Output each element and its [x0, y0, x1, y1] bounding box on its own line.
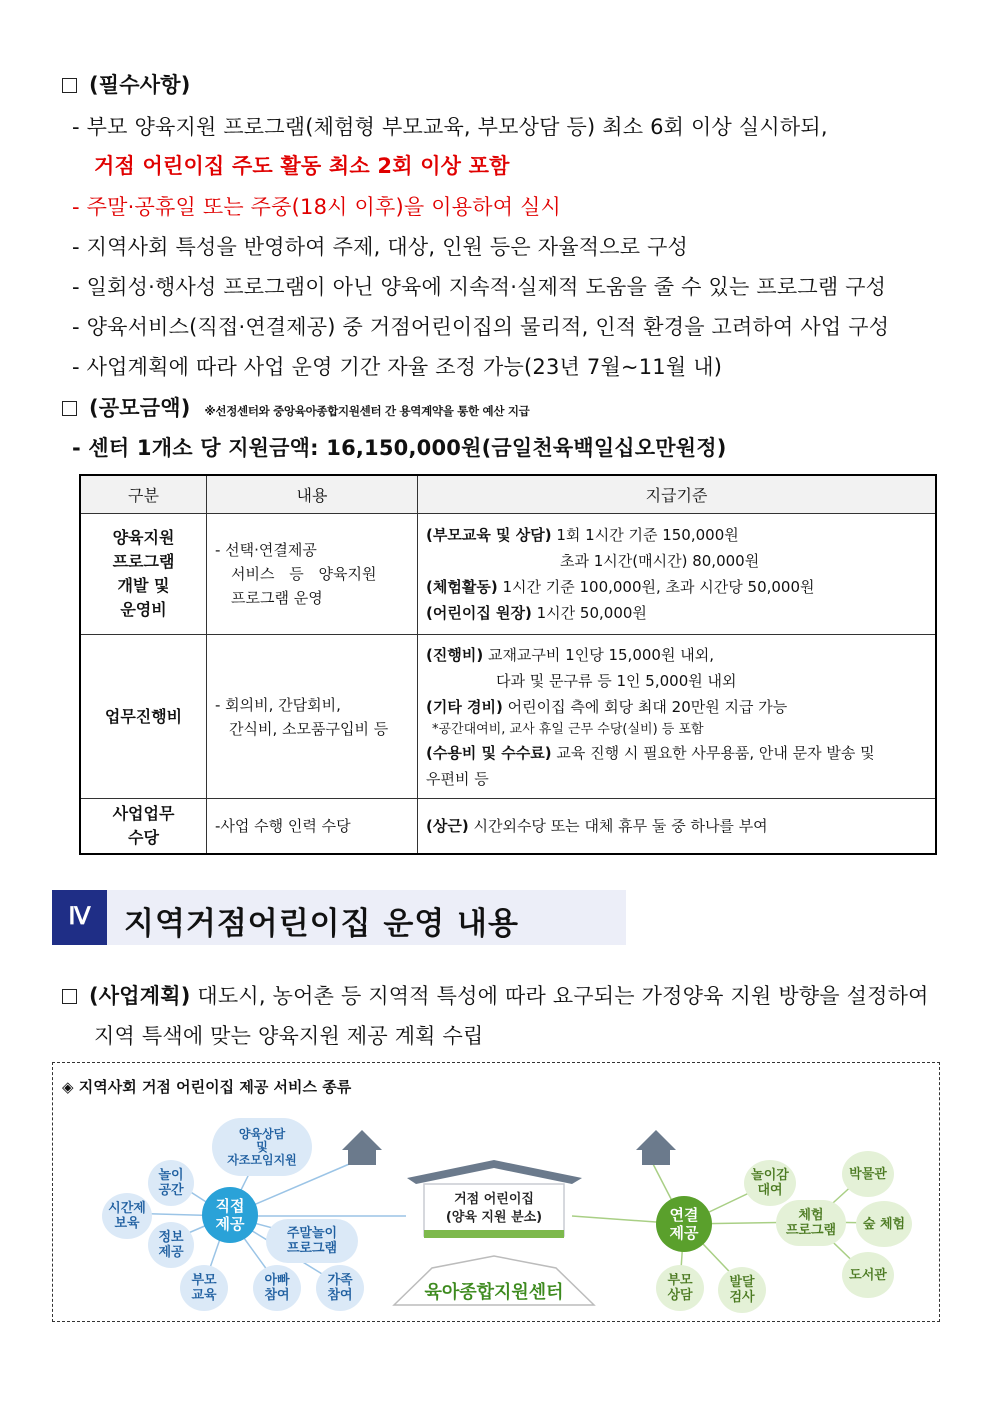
checkbox-square-icon — [62, 78, 77, 93]
linked-item: 도서관 — [842, 1252, 894, 1298]
table-header: 구분 — [80, 475, 207, 514]
linked-item: 놀이감 대여 — [744, 1160, 796, 1206]
funding-amount: - 센터 1개소 당 지원금액: 16,150,000원(금일천육백일십오만원정) — [72, 436, 727, 460]
required-item-2: - 주말·공휴일 또는 주중(18시 이후)을 이용하여 실시 — [72, 195, 562, 219]
required-item-3: - 지역사회 특성을 반영하여 주제, 대상, 인원 등은 자율적으로 구성 — [72, 235, 689, 259]
row-content: - 선택·연결제공 서비스 등 양육지원 프로그램 운영 — [207, 514, 418, 635]
required-item-6: - 사업계획에 따라 사업 운영 기간 자율 조정 가능(23년 7월~11월 내) — [72, 355, 723, 379]
direct-item: 아빠 참여 — [253, 1265, 301, 1311]
required-item-highlight: 거점 어린이집 주도 활동 최소 2회 이상 포함 — [94, 154, 510, 178]
direct-item: 가족 참여 — [316, 1265, 364, 1311]
direct-hub: 직접 제공 — [202, 1187, 258, 1243]
plan-line-2: 지역 특색에 맞는 양육지원 제공 계획 수립 — [94, 1024, 484, 1048]
table-row — [80, 635, 936, 799]
section-title: 지역거점어린이집 운영 내용 — [124, 906, 519, 942]
house-icon — [636, 1130, 676, 1165]
row-criteria: (상근) 시간외수당 또는 대체 휴무 둘 중 하나를 부여 — [418, 799, 937, 855]
checkbox-square-icon — [62, 989, 77, 1004]
direct-item: 양육상담 및 자조모임지원 — [212, 1118, 312, 1176]
linked-hub: 연결 제공 — [656, 1196, 712, 1252]
required-item-1: - 부모 양육지원 프로그램(체험형 부모교육, 부모상담 등) 최소 6회 이상 실시하되, — [72, 115, 828, 139]
linked-item: 숲 체험 — [856, 1201, 912, 1247]
row-category: 양육지원 프로그램 개발 및 운영비 — [80, 514, 207, 635]
row-category: 사업업무 수당 — [80, 799, 207, 855]
direct-item: 부모 교육 — [180, 1265, 228, 1311]
direct-item: 주말놀이 프로그램 — [266, 1219, 358, 1263]
row-criteria: (진행비) 교재교구비 1인당 15,000원 내외, 다과 및 문구류 등 1인 5,000원 내외 (기타 경비) 어린이집 측에 회당 최대 20만원 지급 가능 *공간대여비, 교사 휴일 근무 수당(실비) 등 포함 (수용비 및 수수료) 교육 진행 시 필요한 사무용품, 안내 문자 발송 및 우편비 등 — [418, 635, 937, 799]
required-item-5: - 양육서비스(직접·연결제공) 중 거점어린이집의 물리적, 인적 환경을 고려하여 사업 구성 — [72, 315, 890, 339]
funding-table — [79, 474, 937, 855]
table-header: 내용 — [207, 475, 418, 514]
row-category: 업무진행비 — [80, 635, 207, 799]
linked-item: 발달 검사 — [718, 1267, 766, 1313]
diagram-title: ◈ 지역사회 거점 어린이집 제공 서비스 종류 — [62, 1078, 352, 1096]
table-header-row — [80, 475, 936, 514]
required-heading: (필수사항) — [62, 69, 191, 99]
row-content: -사업 수행 인력 수당 — [207, 799, 418, 855]
section-number: Ⅳ — [52, 890, 107, 945]
table-header: 지급기준 — [418, 475, 937, 514]
table-row — [80, 799, 936, 855]
base-center-label: 육아종합지원센터 — [424, 1282, 564, 1303]
plan-line-1: (사업계획) 대도시, 농어촌 등 지역적 특성에 따라 요구되는 가정양육 지원 방향을 설정하여 — [62, 980, 929, 1010]
house-icon — [342, 1130, 382, 1165]
table-row — [80, 514, 936, 635]
row-criteria: (부모교육 및 상담) 1회 1시간 기준 150,000원 초과 1시간(매시간) 80,000원 (체험활동) 1시간 기준 100,000원, 초과 시간당 50,000원 (어린이집 원장) 1시간 50,000원 — [418, 514, 937, 635]
funding-heading: (공모금액) ※선정센터와 중앙육아종합지원센터 간 용역계약을 통한 예산 지급 — [62, 392, 530, 422]
direct-item: 정보 제공 — [148, 1222, 194, 1268]
row-content: - 회의비, 간담회비, 간식비, 소모품구입비 등 — [207, 635, 418, 799]
center-title: 거점 어린이집 — [454, 1192, 534, 1207]
linked-item: 부모 상담 — [656, 1265, 704, 1311]
checkbox-square-icon — [62, 401, 77, 416]
direct-item: 시간제 보육 — [102, 1193, 152, 1239]
direct-item: 놀이 공간 — [148, 1160, 194, 1206]
required-item-4: - 일회성·행사성 프로그램이 아닌 양육에 지속적·실제적 도움을 줄 수 있는 프로그램 구성 — [72, 275, 887, 299]
linked-item: 체험 프로그램 — [776, 1200, 846, 1246]
center-subtitle: (양육 지원 분소) — [445, 1210, 543, 1225]
funding-note: ※선정센터와 중앙육아종합지원센터 간 용역계약을 통한 예산 지급 — [204, 404, 530, 418]
linked-item: 박물관 — [842, 1151, 894, 1197]
